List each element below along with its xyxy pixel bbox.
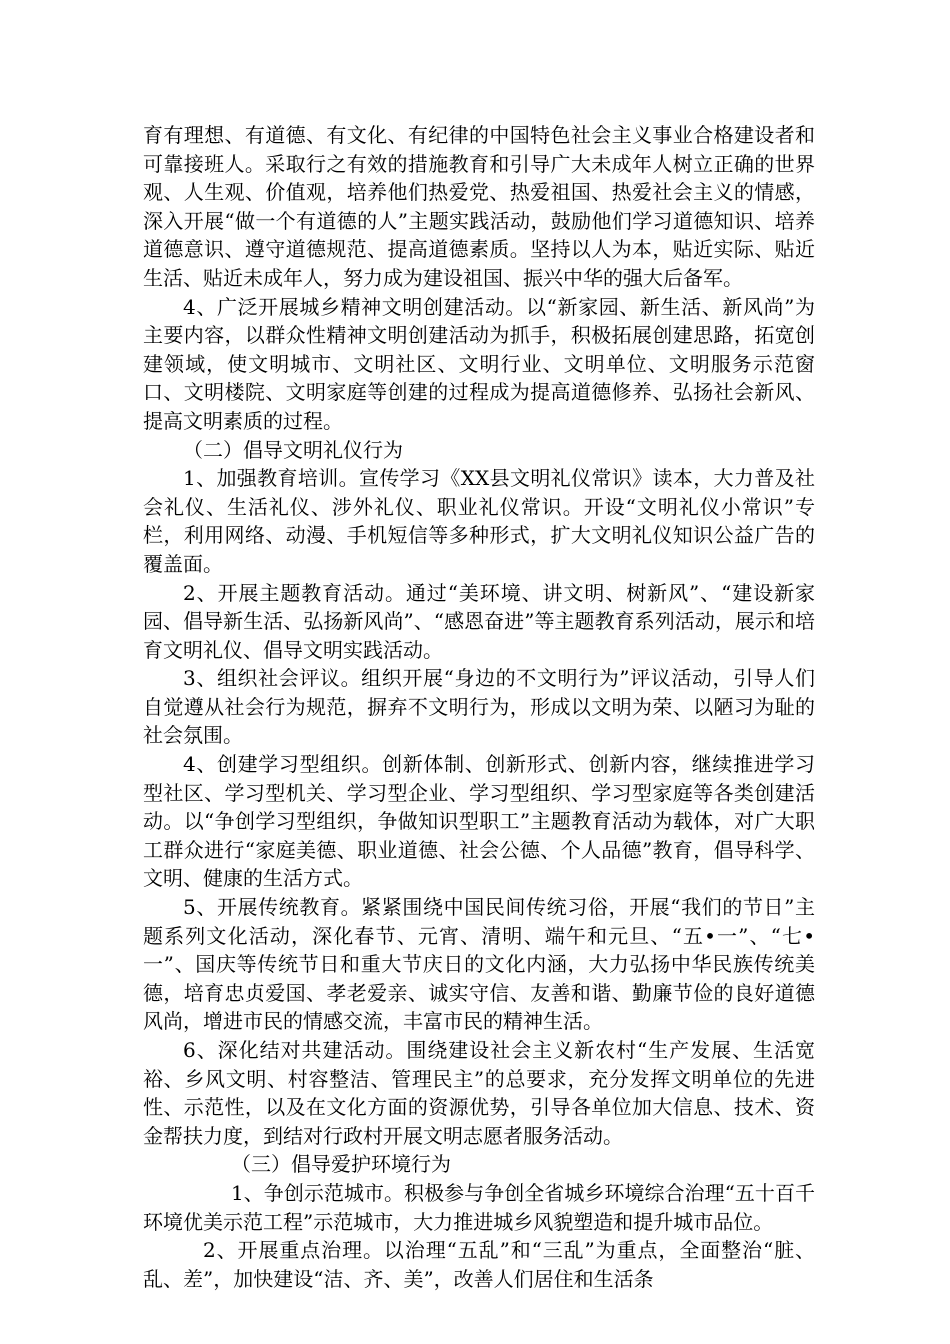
paragraph-education-training: 1、加强教育培训。宣传学习《XX县文明礼仪常识》读本，大力普及社会礼仪、生活礼仪、涉外礼仪、职业礼仪常识。开设“文明礼仪小常识”专栏，利用网络、动漫、手机短信等多种形式，扩大文明礼仪知识公益广告的覆盖面。 bbox=[143, 466, 815, 576]
paragraph-traditional-education: 5、开展传统教育。紧紧围绕中国民间传统习俗，开展“我们的节日”主题系列文化活动，深化春节、元宵、清明、端午和元旦、“五•一”、“七•一”、国庆等传统节日和重大节庆日的文化内涵，大力弘扬中华民族传统美德，培育忠贞爱国、孝老爱亲、诚实守信、友善和谐、勤廉节俭的良好道德风尚，增进市民的情感交流，丰富市民的精神生活。 bbox=[143, 895, 815, 1034]
paragraph-paired-construction: 6、深化结对共建活动。围绕建设社会主义新农村“生产发展、生活宽裕、乡风文明、村容整洁、管理民主”的总要求，充分发挥文明单位的先进性、示范性，以及在文化方面的资源优势，引导各单位加大信息、技术、资金帮扶力度，到结对行政村开展文明志愿者服务活动。 bbox=[143, 1038, 815, 1148]
paragraph-youth-education: 育有理想、有道德、有文化、有纪律的中国特色社会主义事业合格建设者和可靠接班人。采取行之有效的措施教育和引导广大未成年人树立正确的世界观、人生观、价值观，培养他们热爱党、热爱祖国、热爱社会主义的情感，深入开展“做一个有道德的人”主题实践活动，鼓励他们学习道德知识、培养道德意识、遵守道德规范、提高道德素质。坚持以人为本，贴近实际、贴近生活、贴近未成年人，努力成为建设祖国、振兴中华的强大后备军。 bbox=[143, 123, 815, 290]
section-heading-environment: （三）倡导爱护环境行为 bbox=[231, 1152, 451, 1177]
paragraph-urban-rural-civilization: 4、广泛开展城乡精神文明创建活动。以“新家园、新生活、新风尚”为主要内容，以群众性精神文明创建活动为抓手，积极拓展创建思路，拓宽创建领域，使文明城市、文明社区、文明行业、文明单位、文明服务示范窗口、文明楼院、文明家庭等创建的过程成为提高道德修养、弘扬社会新风、提高文明素质的过程。 bbox=[143, 294, 815, 433]
paragraph-learning-organization: 4、创建学习型组织。创新体制、创新形式、创新内容，继续推进学习型社区、学习型机关、学习型企业、学习型组织、学习型家庭等各类创建活动。以“争创学习型组织，争做知识型职工”主题教育活动为载体，对广大职工群众进行“家庭美德、职业道德、社会公德、个人品德”教育，倡导科学、文明、健康的生活方式。 bbox=[143, 752, 815, 891]
document-body bbox=[143, 121, 815, 1293]
paragraph-model-city: 1、争创示范城市。积极参与争创全省城乡环境综合治理“五十百千环境优美示范工程”示范城市，大力推进城乡风貌塑造和提升城市品位。 bbox=[143, 1180, 815, 1234]
section-heading-etiquette: （二）倡导文明礼仪行为 bbox=[183, 437, 403, 462]
paragraph-theme-education: 2、开展主题教育活动。通过“美环境、讲文明、树新风”、“建设新家园、倡导新生活、弘扬新风尚”、“感恩奋进”等主题教育系列活动，展示和培育文明礼仪、倡导文明实践活动。 bbox=[143, 580, 815, 662]
paragraph-social-review: 3、组织社会评议。组织开展“身边的不文明行为”评议活动，引导人们自觉遵从社会行为规范，摒弃不文明行为，形成以文明为荣、以陋习为耻的社会氛围。 bbox=[143, 666, 815, 748]
paragraph-key-governance: 2、开展重点治理。以治理“五乱”和“三乱”为重点，全面整治“脏、乱、差”，加快建设“洁、齐、美”，改善人们居住和生活条 bbox=[143, 1238, 815, 1291]
